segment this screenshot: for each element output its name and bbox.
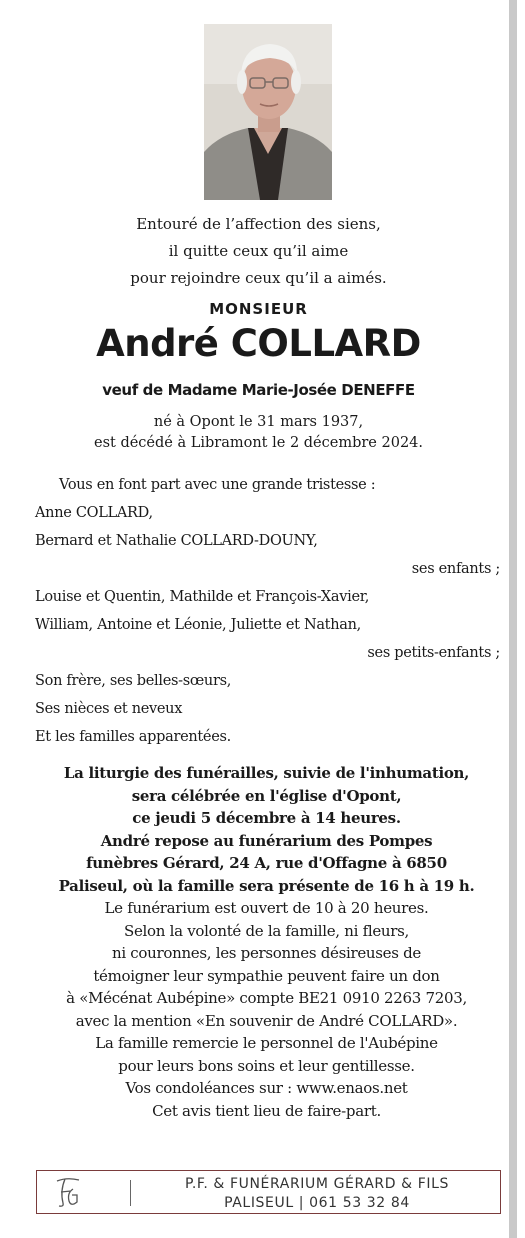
intro-line: pour rejoindre ceux qu’il a aimés. <box>130 269 387 287</box>
mourner-line: Bernard et Nathalie COLLARD-DOUNY, <box>35 533 318 549</box>
mourners-list <box>35 471 500 751</box>
intro-line: il quitte ceux qu’il aime <box>168 242 349 260</box>
funeral-information <box>0 762 525 1122</box>
banner-divider <box>130 1180 131 1206</box>
birth-line: né à Opont le 31 mars 1937, <box>153 414 364 430</box>
mourner-line: William, Antoine et Léonie, Juliette et Nathan, <box>35 617 361 633</box>
portrait-photo <box>204 24 332 200</box>
funeral-line: funèbres Gérard, 24 A, rue d'Offagne à 6850 <box>86 854 447 872</box>
mourner-line: Son frère, ses belles-sœurs, <box>35 673 232 689</box>
funeral-home-contact: PALISEUL | 061 53 32 84 <box>224 1195 410 1211</box>
birth-death-dates <box>0 412 517 454</box>
funeral-line: André repose au funérarium des Pompes <box>100 831 433 850</box>
relation-label: ses enfants ; <box>411 561 500 577</box>
honorific: MONSIEUR <box>209 300 308 318</box>
info-line: Cet avis tient lieu de faire-part. <box>152 1101 381 1120</box>
funeral-home-banner <box>36 1170 501 1214</box>
mourners-intro: Vous en font part avec une grande tristesse : <box>59 477 376 493</box>
condolences-line: Vos condoléances sur : www.enaos.net <box>125 1079 408 1097</box>
intro-verse <box>0 211 517 292</box>
info-line: Selon la volonté de la famille, ni fleurs, <box>123 921 409 940</box>
intro-line: Entouré de l’affection des siens, <box>136 215 381 233</box>
info-line: pour leurs bons soins et leur gentillesse. <box>118 1056 415 1075</box>
death-line: est décédé à Libramont le 2 décembre 2024. <box>93 435 424 451</box>
fg-monogram-icon <box>49 1175 85 1209</box>
funeral-line: La liturgie des funérailles, suivie de l'inhumation, <box>63 764 470 782</box>
info-line: Le funérarium est ouvert de 10 à 20 heures. <box>104 899 429 917</box>
info-line: témoigner leur sympathie peuvent faire un don <box>93 966 440 985</box>
funeral-line: Paliseul, où la famille sera présente de 16 h à 19 h. <box>58 876 475 895</box>
mourner-line: Anne COLLARD, <box>35 505 153 521</box>
mourner-line: Et les familles apparentées. <box>35 729 231 745</box>
funeral-line: ce jeudi 5 décembre à 14 heures. <box>132 809 401 827</box>
info-line: avec la mention «En souvenir de André COLLARD». <box>75 1011 458 1030</box>
info-line: ni couronnes, les personnes désireuses de <box>111 944 422 962</box>
info-line: à «Mécénat Aubépine» compte BE21 0910 2263 7203, <box>66 989 467 1007</box>
portrait-image <box>204 24 332 200</box>
spouse-line: veuf de Madame Marie-Josée DENEFFE <box>102 381 415 399</box>
mourner-line: Louise et Quentin, Mathilde et François-Xavier, <box>35 589 370 605</box>
deceased-name: André COLLARD <box>96 322 421 365</box>
funeral-home-name: P.F. & FUNÉRARIUM GÉRARD & FILS <box>185 1176 449 1192</box>
relation-label: ses petits-enfants ; <box>367 645 500 661</box>
funeral-line: sera célébrée en l'église d'Opont, <box>131 786 402 805</box>
info-line: La famille remercie le personnel de l'Aubépine <box>95 1034 438 1052</box>
mourner-line: Ses nièces et neveux <box>35 701 183 717</box>
